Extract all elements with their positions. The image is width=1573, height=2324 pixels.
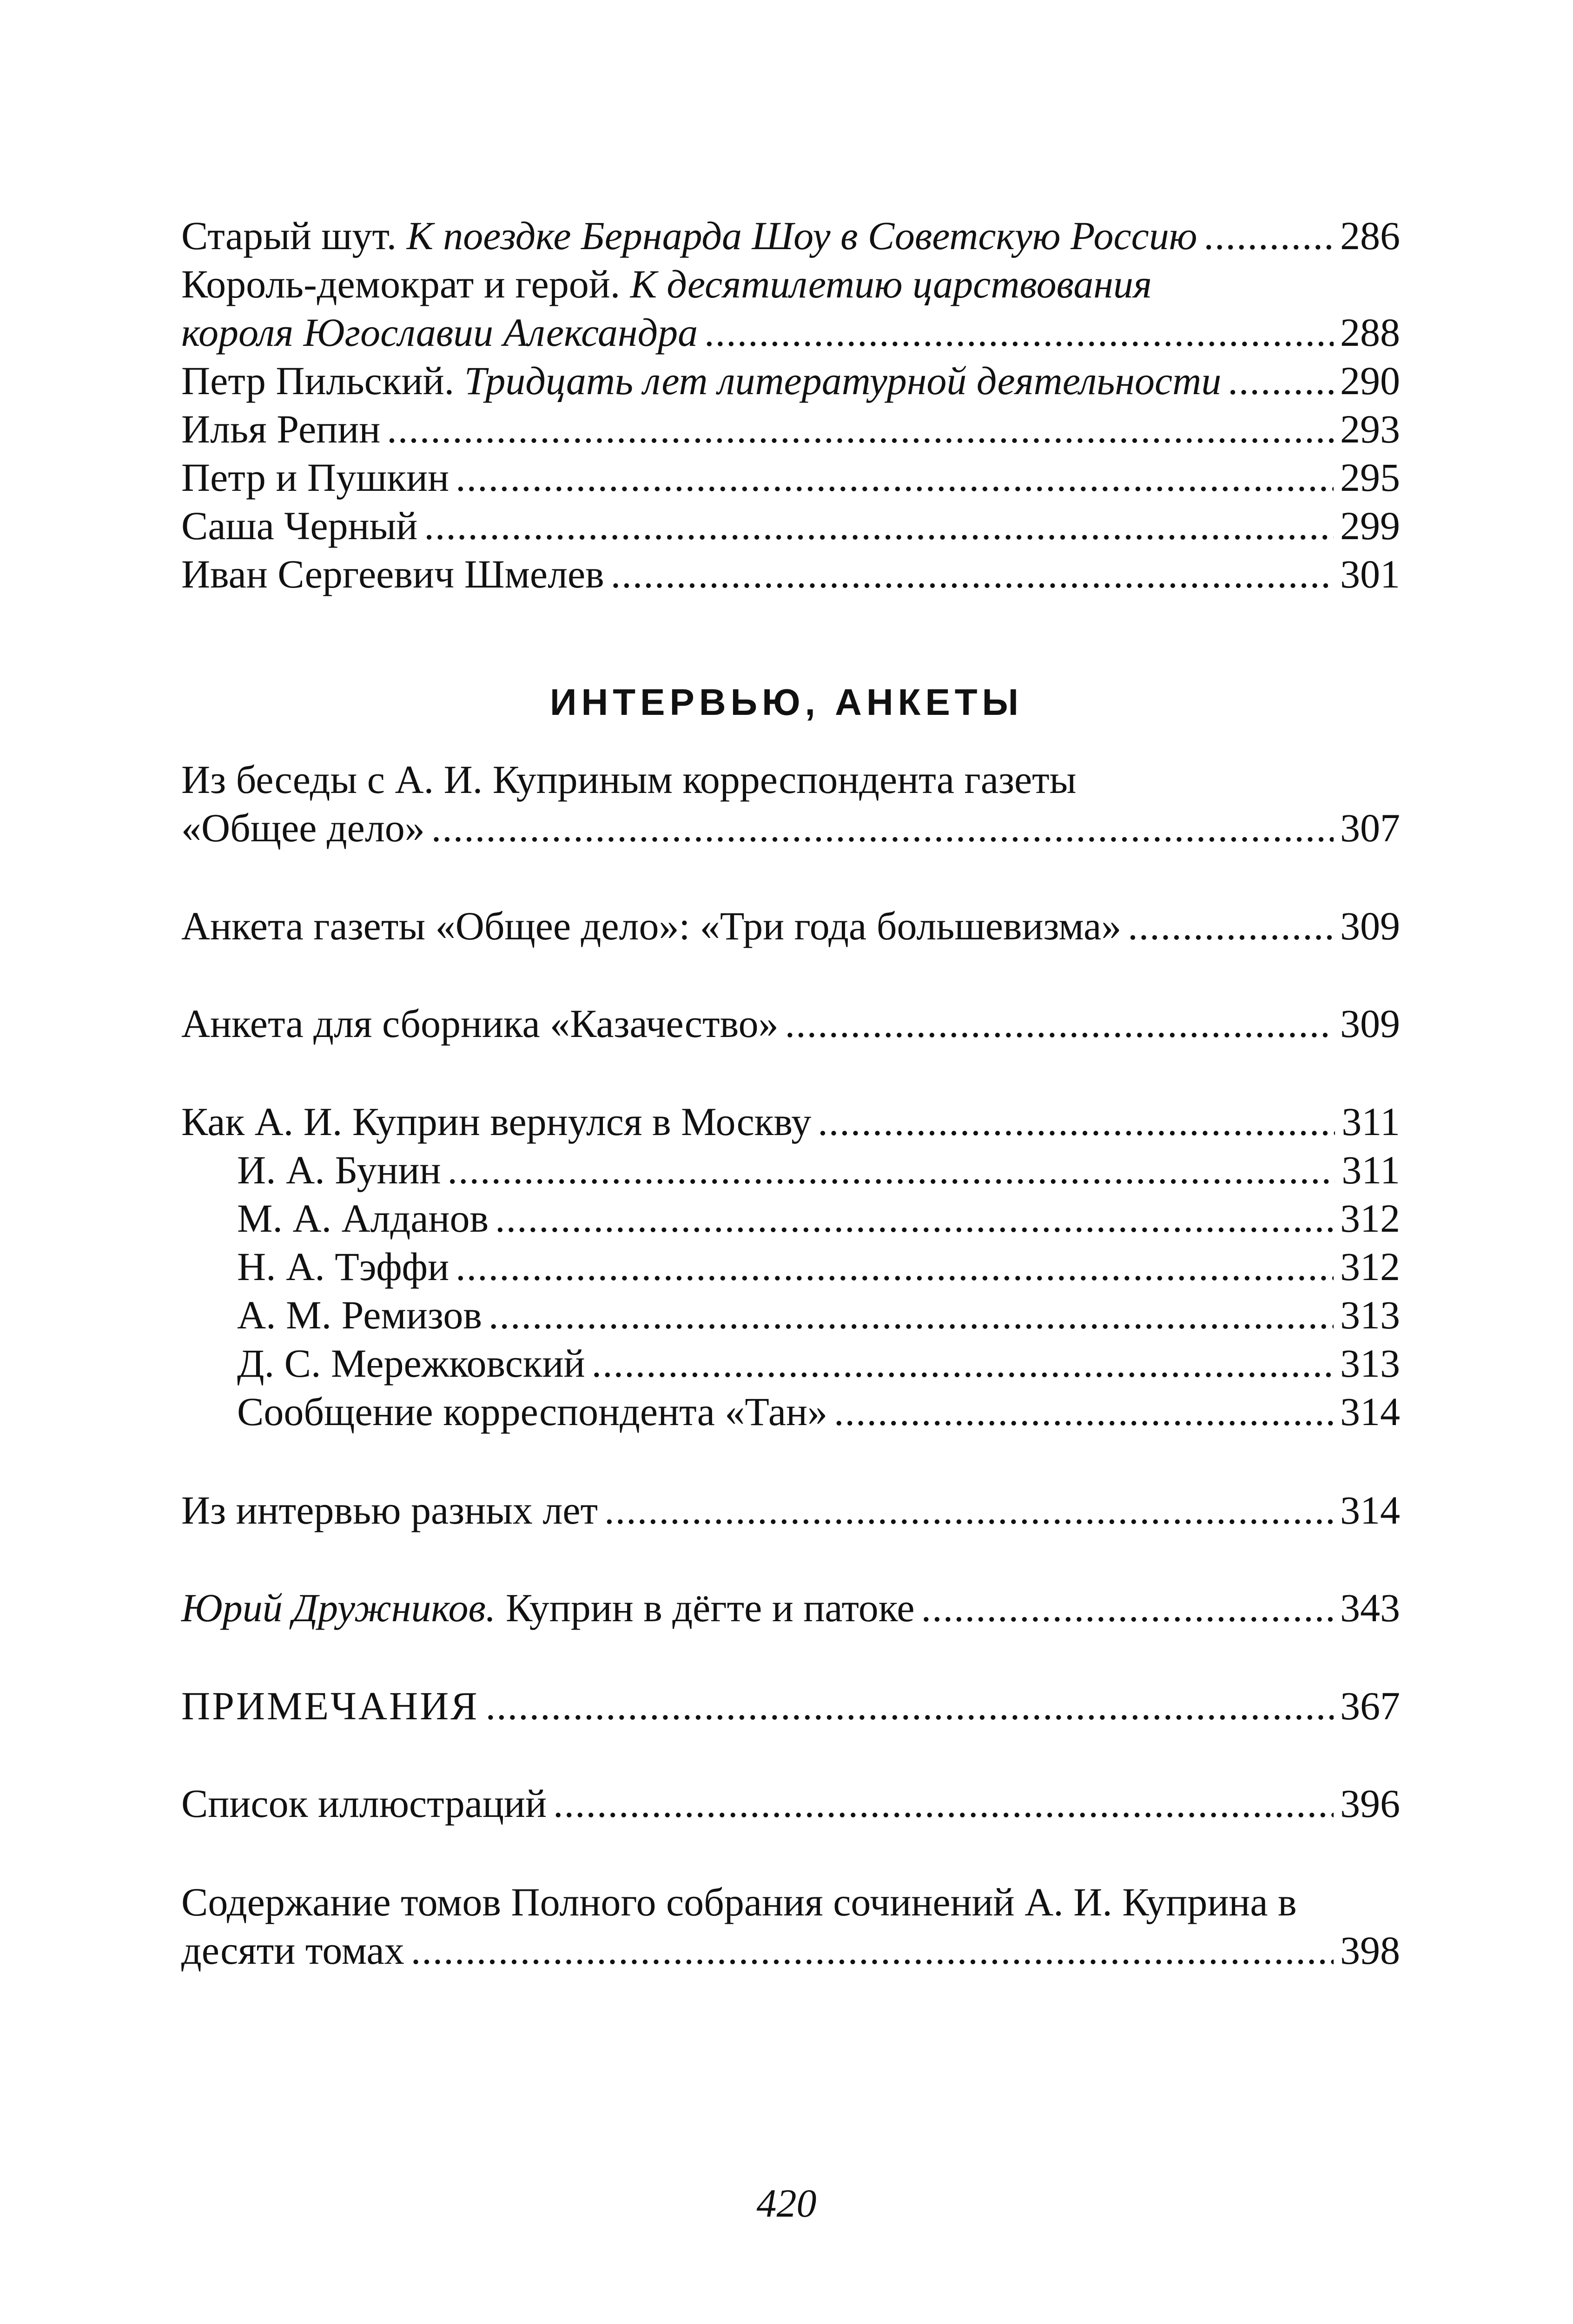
page-number: 288 [1340, 310, 1400, 355]
page-number: 312 [1340, 1196, 1400, 1241]
toc-entry [181, 1097, 1400, 1146]
entry-title: М. А. Алданов [237, 1196, 489, 1241]
dot-leader [424, 502, 1334, 550]
toc-entry [181, 211, 1400, 260]
entry-title: ПРИМЕЧАНИЯ [181, 1684, 479, 1728]
toc-subentry [237, 1339, 1400, 1387]
entry-title: И. А. Бунин [237, 1148, 441, 1192]
toc-subentry [237, 1387, 1400, 1436]
dot-leader [456, 453, 1334, 502]
entry-title: Д. С. Мережковский [237, 1341, 585, 1386]
entry-title: А. М. Ремизов [237, 1293, 482, 1337]
toc-entry [181, 1584, 1400, 1632]
dot-leader [604, 1486, 1334, 1534]
toc-entry-line1 [181, 260, 1400, 308]
dot-leader [431, 804, 1334, 852]
dot-leader [553, 1779, 1334, 1828]
entry-subtitle: К десятилетию царствования [630, 262, 1152, 306]
entry-title: Список иллюстраций [181, 1781, 547, 1826]
toc-subentry [237, 1146, 1400, 1194]
page-number: 367 [1340, 1684, 1400, 1728]
dot-leader [486, 1682, 1334, 1730]
entry-title: Из беседы с А. И. Куприным корреспондента газеты [181, 757, 1077, 802]
dot-leader [1128, 902, 1334, 950]
dot-leader [592, 1339, 1334, 1387]
dot-leader [387, 405, 1334, 453]
toc-subentry [237, 1194, 1400, 1242]
toc-entry [181, 405, 1400, 453]
toc-entry-line2 [181, 1926, 1400, 1974]
dot-leader [611, 550, 1334, 598]
toc-entry [181, 453, 1400, 502]
page-number: 396 [1340, 1781, 1400, 1826]
entry-title: Сообщение корреспондента «Тан» [237, 1389, 828, 1434]
page-number: 311 [1342, 1099, 1400, 1144]
entry-subtitle: Тридцать лет литературной деятельности [464, 358, 1222, 403]
entry-author: Юрий Дружников. [181, 1585, 496, 1630]
section-heading: ИНТЕРВЬЮ, АНКЕТЫ [549, 681, 1023, 723]
dot-leader [834, 1387, 1334, 1436]
dot-leader [456, 1242, 1334, 1291]
entry-title-cont: «Общее дело» [181, 805, 425, 850]
page-number: 312 [1340, 1244, 1400, 1289]
page-number: 286 [1340, 213, 1400, 258]
entry-title: Петр Пильский. [181, 358, 455, 403]
dot-leader [785, 999, 1334, 1048]
dot-leader [489, 1291, 1334, 1339]
page-number: 313 [1340, 1341, 1400, 1386]
page-number: 313 [1340, 1293, 1400, 1337]
page-number: 398 [1340, 1928, 1400, 1973]
toc-entry-line2 [181, 308, 1400, 357]
entry-title: Н. А. Тэффи [237, 1244, 449, 1289]
page-number: 290 [1340, 358, 1400, 403]
entry-title: Анкета газеты «Общее дело»: «Три года большевизма» [181, 904, 1122, 948]
entry-title: Король-демократ и герой. [181, 262, 621, 306]
page-number: 314 [1340, 1488, 1400, 1532]
page-number: 293 [1340, 407, 1400, 451]
toc-subentry [237, 1291, 1400, 1339]
entry-title: Анкета для сборника «Казачество» [181, 1001, 779, 1046]
toc-entry-line2 [181, 804, 1400, 852]
toc-entry-line1 [181, 1878, 1400, 1926]
page-number: 314 [1340, 1389, 1400, 1434]
toc-entry [181, 1486, 1400, 1534]
entry-title: Содержание томов Полного собрания сочинений А. И. Куприна в [181, 1880, 1297, 1924]
page-number: 343 [1340, 1585, 1400, 1630]
page-folio: 420 [756, 2181, 817, 2225]
entry-title: Петр и Пушкин [181, 455, 449, 500]
dot-leader [704, 308, 1334, 357]
dot-leader [818, 1097, 1335, 1146]
toc-entry [181, 1779, 1400, 1828]
entry-subtitle-cont: короля Югославии Александра [181, 310, 698, 355]
page-number: 311 [1342, 1148, 1400, 1192]
toc-entry [181, 357, 1400, 405]
entry-title: Иван Сергеевич Шмелев [181, 552, 604, 596]
dot-leader [411, 1926, 1334, 1974]
entry-title: Из интервью разных лет [181, 1488, 598, 1532]
dot-leader [495, 1194, 1334, 1242]
page-number: 307 [1340, 805, 1400, 850]
entry-subtitle: К поездке Бернарда Шоу в Советскую Россию [406, 213, 1197, 258]
entry-title: Илья Репин [181, 407, 381, 451]
toc-subentry [237, 1242, 1400, 1291]
toc-entry [181, 902, 1400, 950]
dot-leader [1203, 211, 1334, 260]
entry-title: Саша Черный [181, 503, 418, 548]
page-number: 299 [1340, 503, 1400, 548]
toc-entry [181, 550, 1400, 598]
toc-entry [181, 1682, 1400, 1730]
toc-entry [181, 999, 1400, 1048]
page-number: 301 [1340, 552, 1400, 596]
dot-leader [921, 1584, 1334, 1632]
page-number: 309 [1340, 1001, 1400, 1046]
entry-title: Куприн в дёгте и патоке [505, 1585, 915, 1630]
page-number: 295 [1340, 455, 1400, 500]
page-number: 309 [1340, 904, 1400, 948]
entry-title: Как А. И. Куприн вернулся в Москву [181, 1099, 812, 1144]
dot-leader [1228, 357, 1334, 405]
dot-leader [448, 1146, 1335, 1194]
toc-entry-line1 [181, 755, 1400, 804]
entry-title-cont: десяти томах [181, 1928, 404, 1973]
entry-title: Старый шут. [181, 213, 397, 258]
toc-entry [181, 502, 1400, 550]
